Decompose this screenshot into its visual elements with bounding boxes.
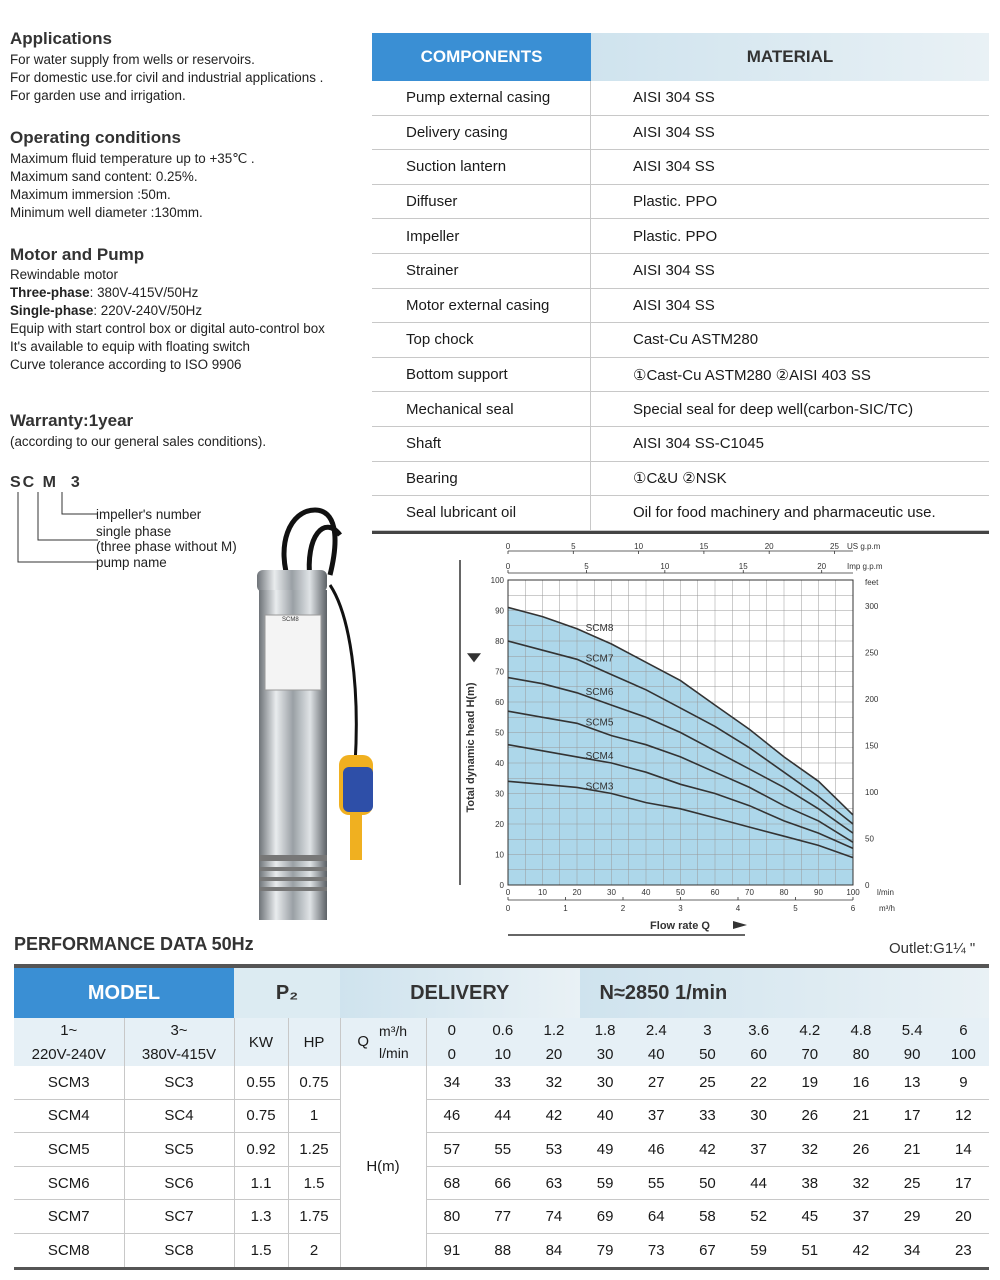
hp-value: 1.75 [288,1200,340,1234]
imp-tick-label: 0 [505,562,511,571]
head-value: 44 [477,1099,528,1133]
x-tick-label: 90 [814,888,823,897]
head-value: 46 [426,1099,477,1133]
q-units [379,1020,409,1064]
lmin-value: 30 [580,1042,631,1066]
performance-title: PERFORMANCE DATA 50Hz [14,934,254,954]
three-voltage-label: 380V-415V [124,1042,234,1066]
feet-unit-label: feet [865,578,879,587]
head-value: 88 [477,1233,528,1267]
component-material: AISI 304 SS [633,123,715,141]
y-axis-label: Total dynamic head H(m) [465,682,477,813]
component-name: Strainer [372,254,591,288]
head-value: 30 [733,1099,784,1133]
y-tick-label: 10 [495,850,504,860]
head-value: 34 [887,1233,938,1267]
m3h-value: 4.2 [784,1018,835,1042]
head-value: 16 [835,1066,886,1099]
series-label: SCM8 [585,622,614,634]
warranty-title: Warranty:1year [10,411,134,430]
head-value: 21 [835,1099,886,1133]
lmin-value: 100 [938,1042,989,1066]
series-label: SCM7 [585,653,614,665]
m3h-tick-label: 5 [793,904,798,913]
hp-value: 2 [288,1233,340,1267]
kw-value: 0.75 [234,1099,288,1133]
component-material: AISI 304 SS [633,158,715,176]
m3h-unit-label: m³/h [879,904,895,913]
component-row [372,254,989,289]
component-name: Top chock [372,323,591,357]
us-tick-label: 5 [571,542,576,551]
head-value: 12 [938,1099,989,1133]
m3h-value: 2.4 [631,1018,682,1042]
head-value: 33 [682,1099,733,1133]
q-label: Q [357,1032,370,1050]
head-value: 52 [733,1200,784,1234]
single-phase-label: 1~ [14,1018,124,1042]
head-value: 26 [835,1133,886,1167]
imp-tick-label: 20 [817,562,827,571]
m3h-unit: m³/h [379,1023,408,1039]
hp-value: 1.25 [288,1133,340,1167]
head-value: 17 [938,1166,989,1200]
header-components: COMPONENTS [372,33,591,81]
q-header [340,1018,426,1066]
operating-list [10,150,255,222]
hp-header: HP [288,1018,340,1066]
code-single: single phase [96,524,172,539]
model-single: SCM5 [14,1133,124,1167]
lmin-value: 80 [835,1042,886,1066]
head-value: 23 [938,1233,989,1267]
component-material: Cast-Cu ASTM280 [633,331,759,349]
outlet-label: Outlet:G1¼ " [889,940,976,957]
head-value: 27 [631,1066,682,1099]
lmin-value: 90 [887,1042,938,1066]
x-tick-label: 0 [505,888,511,897]
speed-header: N≈2850 1/min [580,968,989,1018]
kw-header: KW [234,1018,288,1066]
x-axis-label: Flow rate Q [650,920,710,932]
component-material: AISI 304 SS-C1045 [633,435,764,453]
pump-label: SCM8 [282,617,299,623]
us-tick-label: 20 [764,542,774,551]
component-name: Seal lubricant oil [372,496,591,530]
single-voltage-label: 220V-240V [14,1042,124,1066]
head-value: 34 [426,1066,477,1099]
m3h-tick-label: 3 [678,904,683,913]
imp-tick-label: 5 [584,562,589,571]
us-tick-label: 25 [830,542,839,551]
component-name: Diffuser [372,185,591,219]
motor-line: Equip with start control box or digital auto-control box [10,321,325,336]
component-material: AISI 304 SS [633,296,715,314]
head-value: 37 [835,1200,886,1234]
component-material: AISI 304 SS [633,89,715,107]
head-value: 59 [580,1166,631,1200]
applications-list [10,51,323,105]
head-value: 30 [580,1066,631,1099]
pump-image [235,505,385,925]
model-header: MODEL [14,968,234,1018]
component-row [372,219,989,254]
model-three: SC3 [124,1066,234,1099]
feet-tick-label: 300 [865,602,879,612]
head-value: 32 [784,1133,835,1167]
head-value: 25 [887,1166,938,1200]
head-value: 44 [733,1166,784,1200]
head-value: 9 [938,1066,989,1099]
head-value: 38 [784,1166,835,1200]
model-three: SC7 [124,1200,234,1234]
component-row [372,358,989,393]
operating-line: Maximum sand content: 0.25%. [10,169,198,184]
table-row [14,1099,989,1133]
x-tick-label: 10 [538,888,547,897]
m3h-tick-label: 4 [735,904,741,913]
head-value: 29 [887,1200,938,1234]
component-name: Motor external casing [372,289,591,323]
head-value: 32 [835,1166,886,1200]
imp-tick-label: 15 [738,562,748,571]
head-value: 53 [528,1133,579,1167]
head-value: 40 [580,1099,631,1133]
y-tick-label: 70 [495,667,504,677]
head-value: 32 [528,1066,579,1099]
x-unit-label: l/min [877,888,894,897]
three-phase-label: 3~ [124,1018,234,1042]
head-value: 49 [580,1133,631,1167]
model-single: SCM8 [14,1233,124,1267]
model-single: SCM4 [14,1099,124,1133]
component-row [372,81,989,116]
component-name: Suction lantern [372,150,591,184]
component-material: Plastic. PPO [633,227,718,245]
m3h-tick-label: 6 [850,904,856,913]
motor-line: Rewindable motor [10,267,118,282]
kw-value: 0.92 [234,1133,288,1167]
us-unit-label: US g.p.m [847,542,881,551]
component-row [372,116,989,151]
hp-value: 1.5 [288,1166,340,1200]
performance-chart [455,535,935,940]
feet-tick-label: 150 [865,741,879,751]
x-tick-label: 50 [676,888,685,897]
y-tick-label: 50 [495,728,504,738]
head-value: 63 [528,1166,579,1200]
m3h-tick-label: 2 [620,904,626,913]
applications-line: For garden use and irrigation. [10,88,186,103]
warranty-note: (according to our general sales conditions). [10,434,267,449]
m3h-value: 4.8 [835,1018,886,1042]
y-tick-label: 0 [499,881,504,890]
component-name: Mechanical seal [372,392,591,426]
component-row [372,323,989,358]
y-tick-label: 90 [495,606,504,616]
lmin-unit: l/min [379,1045,409,1061]
component-row [372,427,989,462]
component-name: Pump external casing [372,81,591,115]
head-value: 67 [682,1233,733,1267]
head-value: 19 [784,1066,835,1099]
us-tick-label: 15 [699,542,709,551]
head-value: 13 [887,1066,938,1099]
model-single: SCM6 [14,1166,124,1200]
head-value: 21 [887,1133,938,1167]
y-axis-arrow [467,653,481,662]
kw-value: 1.5 [234,1233,288,1267]
applications-title: Applications [10,29,113,48]
motor-single-phase: Single-phase: 220V-240V/50Hz [10,303,203,318]
components-table [372,33,989,534]
kw-value: 0.55 [234,1066,288,1099]
lmin-value: 60 [733,1042,784,1066]
m3h-value: 1.2 [528,1018,579,1042]
operating-line: Maximum fluid temperature up to +35℃ . [10,151,255,166]
feet-tick-label: 50 [865,834,874,844]
x-tick-label: 20 [572,888,582,897]
head-value: 42 [528,1099,579,1133]
component-row [372,150,989,185]
m3h-value: 0.6 [477,1018,528,1042]
component-row [372,185,989,220]
model-three: SC4 [124,1099,234,1133]
us-tick-label: 10 [634,542,644,551]
head-value: 45 [784,1200,835,1234]
us-tick-label: 0 [505,542,511,551]
performance-table [14,964,989,1268]
component-name: Shaft [372,427,591,461]
head-value: 57 [426,1133,477,1167]
head-value: 50 [682,1166,733,1200]
series-label: SCM3 [585,781,614,793]
y-tick-label: 100 [490,576,504,585]
head-value: 25 [682,1066,733,1099]
series-label: SCM4 [585,750,614,762]
component-row [372,462,989,497]
performance-bottom-line [14,1267,989,1270]
m3h-value: 5.4 [887,1018,938,1042]
lmin-value: 20 [528,1042,579,1066]
operating-line: Minimum well diameter :130mm. [10,205,203,220]
head-value: 55 [477,1133,528,1167]
motor-line: Curve tolerance according to ISO 9906 [10,357,242,372]
component-name: Delivery casing [372,116,591,150]
head-value: 55 [631,1166,682,1200]
lmin-value: 40 [631,1042,682,1066]
series-label: SCM5 [585,717,614,729]
code-name: pump name [96,555,167,570]
imp-unit-label: Imp g.p.m [847,562,883,571]
lmin-value: 0 [426,1042,477,1066]
component-row [372,496,989,531]
head-value: 17 [887,1099,938,1133]
m3h-value: 6 [938,1018,989,1042]
x-tick-label: 100 [846,888,860,897]
feet-tick-label: 0 [865,881,870,890]
head-value: 79 [580,1233,631,1267]
head-value: 22 [733,1066,784,1099]
table-row [14,1066,989,1099]
motor-list [10,266,325,374]
head-value: 77 [477,1200,528,1234]
component-material: Special seal for deep well(carbon-SIC/TC) [633,400,914,418]
head-value: 66 [477,1166,528,1200]
component-material: Oil for food machinery and pharmaceutic use. [633,504,936,522]
feet-tick-label: 250 [865,648,879,658]
m3h-value: 1.8 [580,1018,631,1042]
feet-tick-label: 200 [865,695,879,705]
component-row [372,392,989,427]
motor-title: Motor and Pump [10,245,145,264]
feet-tick-label: 100 [865,788,879,798]
y-tick-label: 80 [495,637,504,646]
head-value: 37 [733,1133,784,1167]
component-row [372,289,989,324]
x-tick-label: 30 [607,888,616,897]
m3h-tick-label: 1 [563,904,568,913]
component-material: ①C&U ②NSK [633,470,727,488]
component-name: Bottom support [372,358,591,392]
x-tick-label: 80 [779,888,789,897]
table-row [14,1200,989,1234]
applications-line: For water supply from wells or reservoirs. [10,52,255,67]
x-tick-label: 60 [710,888,720,897]
head-value: 80 [426,1200,477,1234]
table-row [14,1166,989,1200]
x-tick-label: 40 [641,888,651,897]
table-row [14,1233,989,1267]
code-three: (three phase without M) [96,539,237,554]
lmin-value: 10 [477,1042,528,1066]
applications-line: For domestic use.for civil and industrial applications . [10,70,324,85]
model-three: SC6 [124,1166,234,1200]
m3h-value: 0 [426,1018,477,1042]
hm-label: H(m) [340,1066,426,1267]
head-value: 58 [682,1200,733,1234]
x-axis-arrow [733,921,747,929]
head-value: 73 [631,1233,682,1267]
components-header [372,33,989,81]
y-tick-label: 30 [495,789,504,799]
y-tick-label: 40 [495,759,504,768]
code-legend-lines [10,490,100,570]
head-value: 74 [528,1200,579,1234]
head-value: 46 [631,1133,682,1167]
code-letters: SC M 3 [10,474,82,491]
delivery-header: DELIVERY [340,968,580,1018]
component-material: Plastic. PPO [633,193,718,211]
code-impeller: impeller's number [96,507,202,522]
head-value: 37 [631,1099,682,1133]
head-value: 64 [631,1200,682,1234]
operating-line: Maximum immersion :50m. [10,187,171,202]
head-value: 91 [426,1233,477,1267]
head-value: 84 [528,1233,579,1267]
component-material: ①Cast-Cu ASTM280 ②AISI 403 SS [633,366,871,384]
lmin-value: 70 [784,1042,835,1066]
y-tick-label: 60 [495,698,504,707]
p2-header: P₂ [234,968,340,1018]
lmin-value: 50 [682,1042,733,1066]
head-value: 68 [426,1166,477,1200]
head-value: 42 [835,1233,886,1267]
imp-tick-label: 10 [660,562,670,571]
head-value: 51 [784,1233,835,1267]
header-material: MATERIAL [591,33,989,81]
components-bottom-line [372,531,989,534]
m3h-tick-label: 0 [505,904,511,913]
m3h-value: 3.6 [733,1018,784,1042]
component-material: AISI 304 SS [633,262,715,280]
head-value: 33 [477,1066,528,1099]
model-single: SCM3 [14,1066,124,1099]
kw-value: 1.1 [234,1166,288,1200]
head-value: 14 [938,1133,989,1167]
series-label: SCM6 [585,686,614,698]
table-row [14,1133,989,1167]
model-three: SC5 [124,1133,234,1167]
kw-value: 1.3 [234,1200,288,1234]
head-value: 42 [682,1133,733,1167]
operating-title: Operating conditions [10,128,181,147]
head-value: 26 [784,1099,835,1133]
model-three: SC8 [124,1233,234,1267]
head-value: 69 [580,1200,631,1234]
y-tick-label: 20 [495,820,504,829]
component-name: Bearing [372,462,591,496]
motor-line: It's available to equip with floating switch [10,339,250,354]
hp-value: 1 [288,1099,340,1133]
component-name: Impeller [372,219,591,253]
model-single: SCM7 [14,1200,124,1234]
m3h-value: 3 [682,1018,733,1042]
hp-value: 0.75 [288,1066,340,1099]
head-value: 59 [733,1233,784,1267]
x-tick-label: 70 [745,888,754,897]
motor-three-phase: Three-phase: 380V-415V/50Hz [10,285,199,300]
head-value: 20 [938,1200,989,1234]
